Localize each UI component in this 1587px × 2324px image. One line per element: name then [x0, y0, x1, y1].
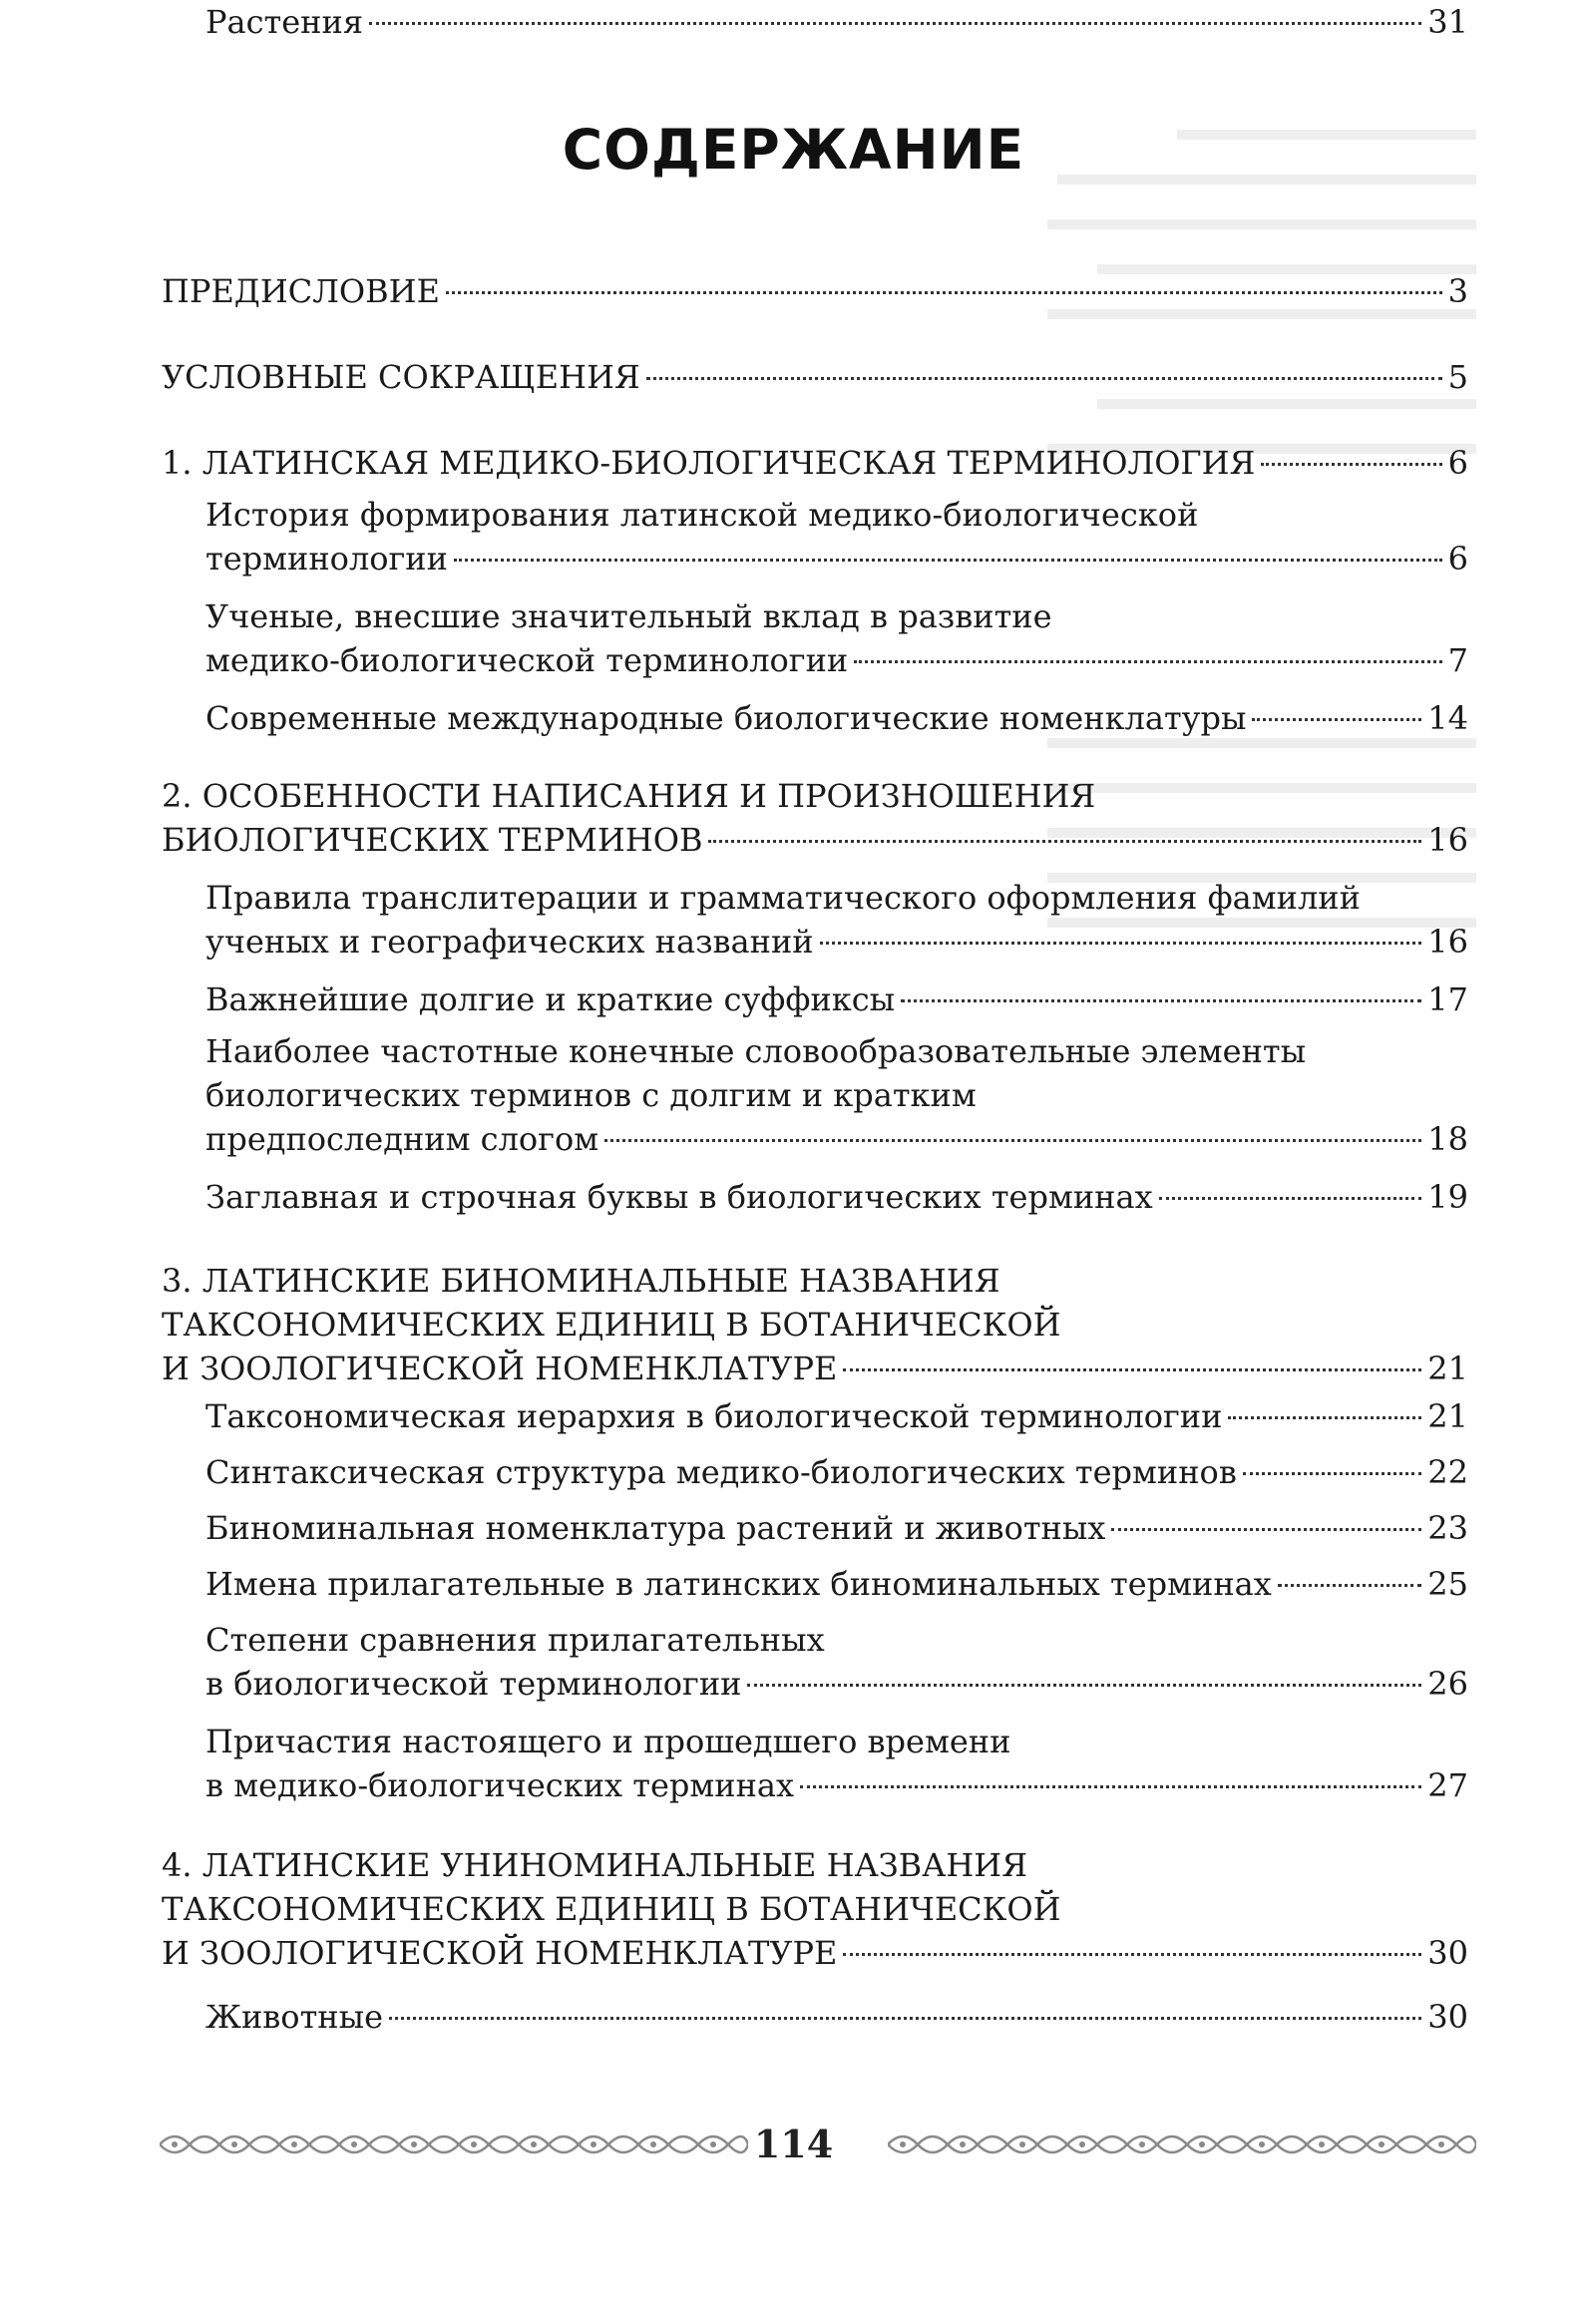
toc-page-number: 25	[1427, 1565, 1468, 1603]
toc-page-number: 30	[1427, 1934, 1468, 1972]
toc-entry-line: биологических терминов с долгим и кратким	[205, 1076, 977, 1114]
dot-leader	[843, 1951, 1421, 1956]
toc-page-number: 14	[1427, 699, 1468, 737]
toc-entry-line: Правила транслитерации и грамматического оформления фамилий	[205, 879, 1361, 917]
dot-leader	[854, 658, 1441, 663]
toc-entry-line: УСЛОВНЫЕ СОКРАЩЕНИЯ	[162, 358, 640, 396]
toc-entry-line: в биологической терминологии	[205, 1665, 742, 1703]
toc-page-number: 16	[1427, 821, 1468, 859]
toc-page-number: 7	[1447, 641, 1468, 679]
toc-entry	[162, 441, 1468, 485]
toc-entry-line: 2. ОСОБЕННОСТИ НАПИСАНИЯ И ПРОИЗНОШЕНИЯ	[162, 777, 1096, 815]
toc-entry	[205, 1394, 1468, 1438]
dot-leader	[1159, 1195, 1422, 1200]
dot-leader	[446, 289, 1442, 294]
toc-page-number: 17	[1427, 980, 1468, 1018]
toc-entry	[205, 1995, 1468, 2039]
toc-entry	[205, 1562, 1468, 1606]
dot-leader	[901, 997, 1421, 1002]
dot-leader	[454, 557, 1442, 562]
page-title: СОДЕРЖАНИЕ	[562, 118, 1025, 182]
toc-page-number: 16	[1427, 923, 1468, 961]
toc-entry-line: предпоследним слогом	[205, 1120, 599, 1158]
dot-leader	[646, 375, 1442, 380]
toc-entry	[205, 1175, 1468, 1219]
toc-page-number: 21	[1427, 1397, 1468, 1435]
right-ornament-icon	[888, 2127, 1476, 2162]
toc-page-number: 3	[1447, 272, 1468, 310]
toc-entry-line: в медико-биологических терминах	[205, 1766, 795, 1804]
toc-entry-line: ТАКСОНОМИЧЕСКИХ ЕДИНИЦ В БОТАНИЧЕСКОЙ	[162, 1890, 1061, 1928]
toc-entry-line: ТАКСОНОМИЧЕСКИХ ЕДИНИЦ В БОТАНИЧЕСКОЙ	[162, 1306, 1061, 1344]
toc-page-number: 27	[1427, 1766, 1468, 1804]
toc-entry	[162, 1259, 1468, 1390]
toc-entry-line: Биноминальная номенклатура растений и животных	[205, 1509, 1106, 1547]
toc-page-number: 26	[1427, 1665, 1468, 1703]
toc-entry	[205, 1450, 1468, 1494]
dot-leader	[1243, 1470, 1421, 1475]
toc-entry-line: Степени сравнения прилагательных	[205, 1621, 825, 1659]
toc-entry-line: БИОЛОГИЧЕСКИХ ТЕРМИНОВ	[162, 821, 703, 859]
toc-entry	[162, 774, 1468, 862]
toc-entry	[205, 1720, 1468, 1807]
toc-entry-line: Имена прилагательные в латинских биноминальных терминах	[205, 1565, 1272, 1603]
dot-leader	[800, 1783, 1421, 1788]
dot-leader	[604, 1137, 1421, 1142]
toc-page-number: 5	[1447, 358, 1468, 396]
toc-page-number: 21	[1427, 1350, 1468, 1387]
toc-entry-line: 1. ЛАТИНСКАЯ МЕДИКО-БИОЛОГИЧЕСКАЯ ТЕРМИНОЛОГИЯ	[162, 444, 1256, 482]
toc-entry-line: ПРЕДИСЛОВИЕ	[162, 272, 440, 310]
toc-entry-line: Синтаксическая структура медико-биологических терминов	[205, 1453, 1237, 1491]
toc-entry	[205, 1506, 1468, 1550]
page-number: 114	[753, 2122, 834, 2166]
dot-leader	[369, 20, 1421, 25]
toc-entry-line: ученых и географических названий	[205, 923, 814, 961]
dot-leader	[1111, 1526, 1421, 1531]
toc-entry-line: История формирования латинской медико-биологической	[205, 496, 1199, 534]
dot-leader	[820, 940, 1422, 945]
toc-entry-line: Ученые, внесшие значительный вклад в развитие	[205, 597, 1052, 635]
toc-entry	[205, 977, 1468, 1021]
toc-entry	[205, 696, 1468, 740]
toc-entry	[205, 594, 1468, 682]
dot-leader	[1252, 716, 1421, 721]
toc-entry-line: Таксономическая иерархия в биологической терминологии	[205, 1397, 1223, 1435]
toc-entry-line: Животные	[205, 1998, 383, 2036]
toc-entry-line: Наиболее частотные конечные словообразовательные элементы	[205, 1032, 1307, 1070]
toc-entry-line: Заглавная и строчная буквы в биологических терминах	[205, 1178, 1153, 1216]
toc-entry	[162, 355, 1468, 399]
toc-page-number: 22	[1427, 1453, 1468, 1491]
dot-leader	[843, 1366, 1421, 1371]
dot-leader	[1261, 461, 1441, 466]
toc-entry	[162, 269, 1468, 313]
toc-entry	[205, 876, 1468, 964]
dot-leader	[1228, 1414, 1421, 1419]
toc-entry-line: Причастия настоящего и прошедшего времени	[205, 1723, 1011, 1760]
dot-leader	[747, 1682, 1421, 1687]
toc-entry-line: Современные международные биологические номенклатуры	[205, 699, 1247, 737]
dot-leader	[708, 838, 1421, 843]
toc-entry	[205, 493, 1468, 581]
toc-page-number: 19	[1427, 1178, 1468, 1216]
toc-page-number: 30	[1427, 1998, 1468, 2036]
toc-entry-line: Растения	[205, 3, 364, 41]
toc-entry-line: Важнейшие долгие и краткие суффиксы	[205, 980, 896, 1018]
toc-entry	[205, 1029, 1468, 1161]
toc-page-number: 6	[1447, 444, 1468, 482]
toc-entry-line: 4. ЛАТИНСКИЕ УНИНОМИНАЛЬНЫЕ НАЗВАНИЯ	[162, 1846, 1028, 1884]
toc-entry	[205, 1618, 1468, 1706]
toc-entry-line: 3. ЛАТИНСКИЕ БИНОМИНАЛЬНЫЕ НАЗВАНИЯ	[162, 1262, 1000, 1300]
toc-page-number: 18	[1427, 1120, 1468, 1158]
toc-entry-line: терминологии	[205, 540, 448, 578]
dot-leader	[1278, 1582, 1421, 1587]
page-footer	[0, 2115, 1587, 2174]
toc-page-number: 6	[1447, 540, 1468, 578]
toc-entry-line: медико-биологической терминологии	[205, 641, 849, 679]
toc-page-number: 31	[1427, 3, 1468, 41]
dot-leader	[389, 2015, 1421, 2020]
toc-entry	[162, 1843, 1468, 1975]
toc-entry-line: И ЗООЛОГИЧЕСКОЙ НОМЕНКЛАТУРЕ	[162, 1350, 838, 1387]
toc-page-number: 23	[1427, 1509, 1468, 1547]
toc-entry	[205, 0, 1468, 44]
toc-entry-line: И ЗООЛОГИЧЕСКОЙ НОМЕНКЛАТУРЕ	[162, 1934, 838, 1972]
